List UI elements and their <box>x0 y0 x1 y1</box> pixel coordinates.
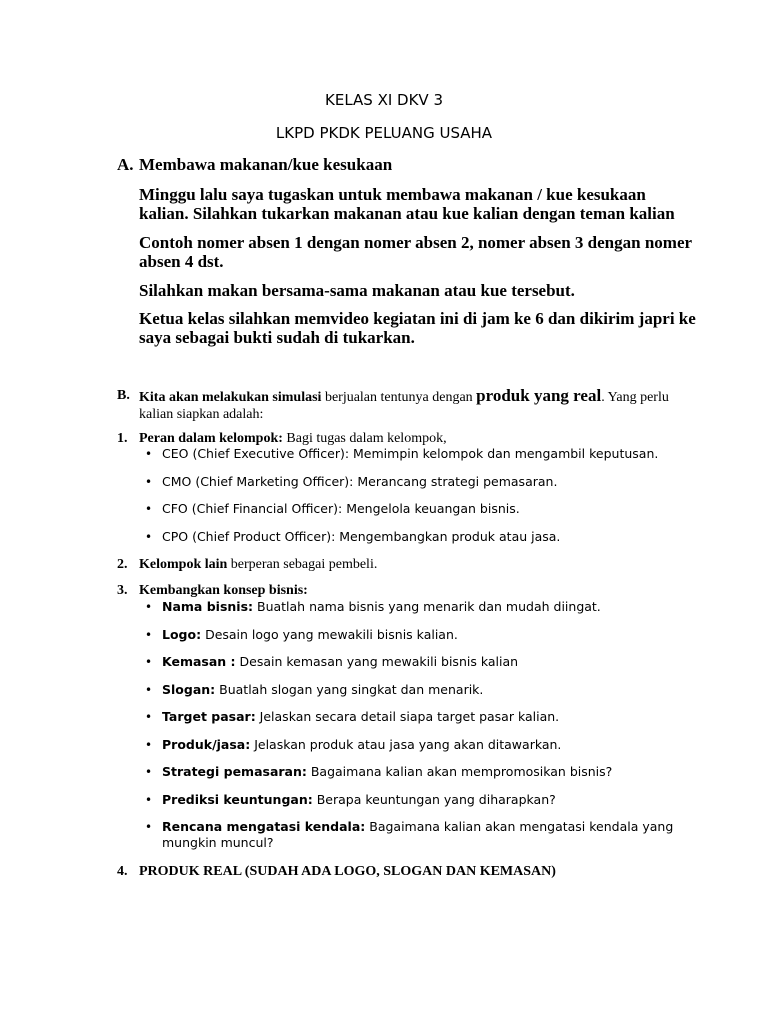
section-b-intro-bold: Kita akan melakukan simulasi <box>139 390 322 405</box>
bullet-icon: • <box>145 820 153 834</box>
bullet-icon: • <box>145 792 153 807</box>
list-item-text: Jelaskan produk atau jasa yang akan ditawarkan. <box>250 736 562 752</box>
section-a-title: Membawa makanan/kue kesukaan <box>139 155 393 174</box>
numbered-item-2 <box>117 556 677 573</box>
item-number: 2. <box>117 557 128 572</box>
bullet-icon: • <box>145 682 153 697</box>
list-item-text: Buatlah nama bisnis yang menarik dan mudah diingat. <box>253 599 601 614</box>
list-item-label: Slogan: <box>162 681 216 697</box>
class-title: KELAS XI DKV 3 <box>325 91 443 109</box>
list-item-text: CMO (Chief Marketing Officer): Merancang strategi pemasaran. <box>162 473 558 489</box>
section-a-paragraph: Ketua kelas silahkan memvideo kegiatan ini di jam ke 6 dan dikirim japri ke saya sebagai bukti sudah di tukarkan. <box>139 309 696 347</box>
item-text: Bagi tugas dalam kelompok, <box>282 431 447 446</box>
item-label: Peran dalam kelompok: <box>139 431 283 446</box>
bullet-icon: • <box>145 474 153 489</box>
bullet-icon: • <box>145 765 153 779</box>
list-item-text: Buatlah slogan yang singkat dan menarik. <box>215 681 484 697</box>
section-b-intro-text: berjualan tentunya dengan <box>321 390 477 405</box>
list-item <box>145 627 685 643</box>
list-item-text: Jelaskan secara detail siapa target pasar kalian. <box>255 709 560 724</box>
list-item-label: Kemasan : <box>162 654 236 669</box>
list-item <box>145 819 685 851</box>
section-b-intro-tail: . Yang perlu kalian siapkan adalah: <box>139 390 669 422</box>
item-number: 4. <box>117 864 128 879</box>
bullet-icon: • <box>145 529 153 544</box>
list-item <box>145 529 685 545</box>
section-a-paragraph: Minggu lalu saya tugaskan untuk membawa makanan / kue kesukaan kalian. Silahkan tukarkan makanan atau kue kalian dengan teman kalian <box>139 185 675 223</box>
bullet-icon: • <box>145 502 153 516</box>
list-item-text: Berapa keuntungan yang diharapkan? <box>312 791 556 807</box>
list-item <box>145 792 685 808</box>
item-label: Kelompok lain <box>139 557 228 572</box>
list-item-label: Rencana mengatasi kendala: <box>162 819 366 834</box>
list-item-label: Logo: <box>162 626 202 642</box>
section-a-paragraph: Contoh nomer absen 1 dengan nomer absen 2, nomer absen 3 dengan nomer absen 4 dst. <box>139 233 692 271</box>
item-text: berperan sebagai pembeli. <box>227 557 378 572</box>
list-item-text: CEO (Chief Executive Officer): Memimpin kelompok dan mengambil keputusan. <box>162 446 659 461</box>
bullet-icon: • <box>145 655 153 669</box>
bullet-icon: • <box>145 710 153 724</box>
item-label: PRODUK REAL (SUDAH ADA LOGO, SLOGAN DAN KEMASAN) <box>139 864 556 879</box>
list-item <box>145 446 685 462</box>
numbered-item-1 <box>117 430 677 447</box>
concept-bullet-list <box>145 599 685 863</box>
list-item <box>145 654 685 670</box>
list-item-text: Desain kemasan yang mewakili bisnis kalian <box>235 654 519 669</box>
numbered-item-4 <box>117 863 677 880</box>
list-item <box>145 474 685 490</box>
section-b-intro <box>139 387 677 423</box>
list-item-label: Target pasar: <box>162 709 256 724</box>
list-item <box>145 709 685 725</box>
section-b-letter: B. <box>117 388 130 403</box>
bullet-icon: • <box>145 737 153 752</box>
item-label: Kembangkan konsep bisnis: <box>139 583 308 598</box>
section-a-paragraph: Silahkan makan bersama-sama makanan atau kue tersebut. <box>139 281 575 300</box>
list-item <box>145 737 685 753</box>
list-item <box>145 599 685 615</box>
section-a-letter: A. <box>117 155 134 174</box>
list-item-label: Produk/jasa: <box>162 736 251 752</box>
numbered-item-3 <box>117 582 677 599</box>
list-item <box>145 501 685 517</box>
bullet-icon: • <box>145 600 153 614</box>
list-item <box>145 682 685 698</box>
bullet-icon: • <box>145 627 153 642</box>
role-bullet-list <box>145 446 685 556</box>
section-b <box>117 387 677 423</box>
item-number: 1. <box>117 431 128 446</box>
list-item-text: CFO (Chief Financial Officer): Mengelola keuangan bisnis. <box>162 501 520 516</box>
list-item <box>145 764 685 780</box>
list-item-text: CPO (Chief Product Officer): Mengembangkan produk atau jasa. <box>162 528 561 544</box>
list-item-label: Strategi pemasaran: <box>162 764 307 779</box>
bullet-icon: • <box>145 447 153 461</box>
document-title: LKPD PKDK PELUANG USAHA <box>275 124 493 142</box>
list-item-text: Bagaimana kalian akan mengatasi kendala yang mungkin muncul? <box>162 819 674 850</box>
list-item-label: Prediksi keuntungan: <box>162 791 313 807</box>
section-a-heading <box>117 155 392 175</box>
list-item-label: Nama bisnis: <box>162 599 254 614</box>
section-b-intro-emphasis: produk yang real <box>476 386 602 405</box>
list-item-text: Bagaimana kalian akan mempromosikan bisnis? <box>306 764 613 779</box>
item-number: 3. <box>117 583 128 598</box>
list-item-text: Desain logo yang mewakili bisnis kalian. <box>201 626 458 642</box>
